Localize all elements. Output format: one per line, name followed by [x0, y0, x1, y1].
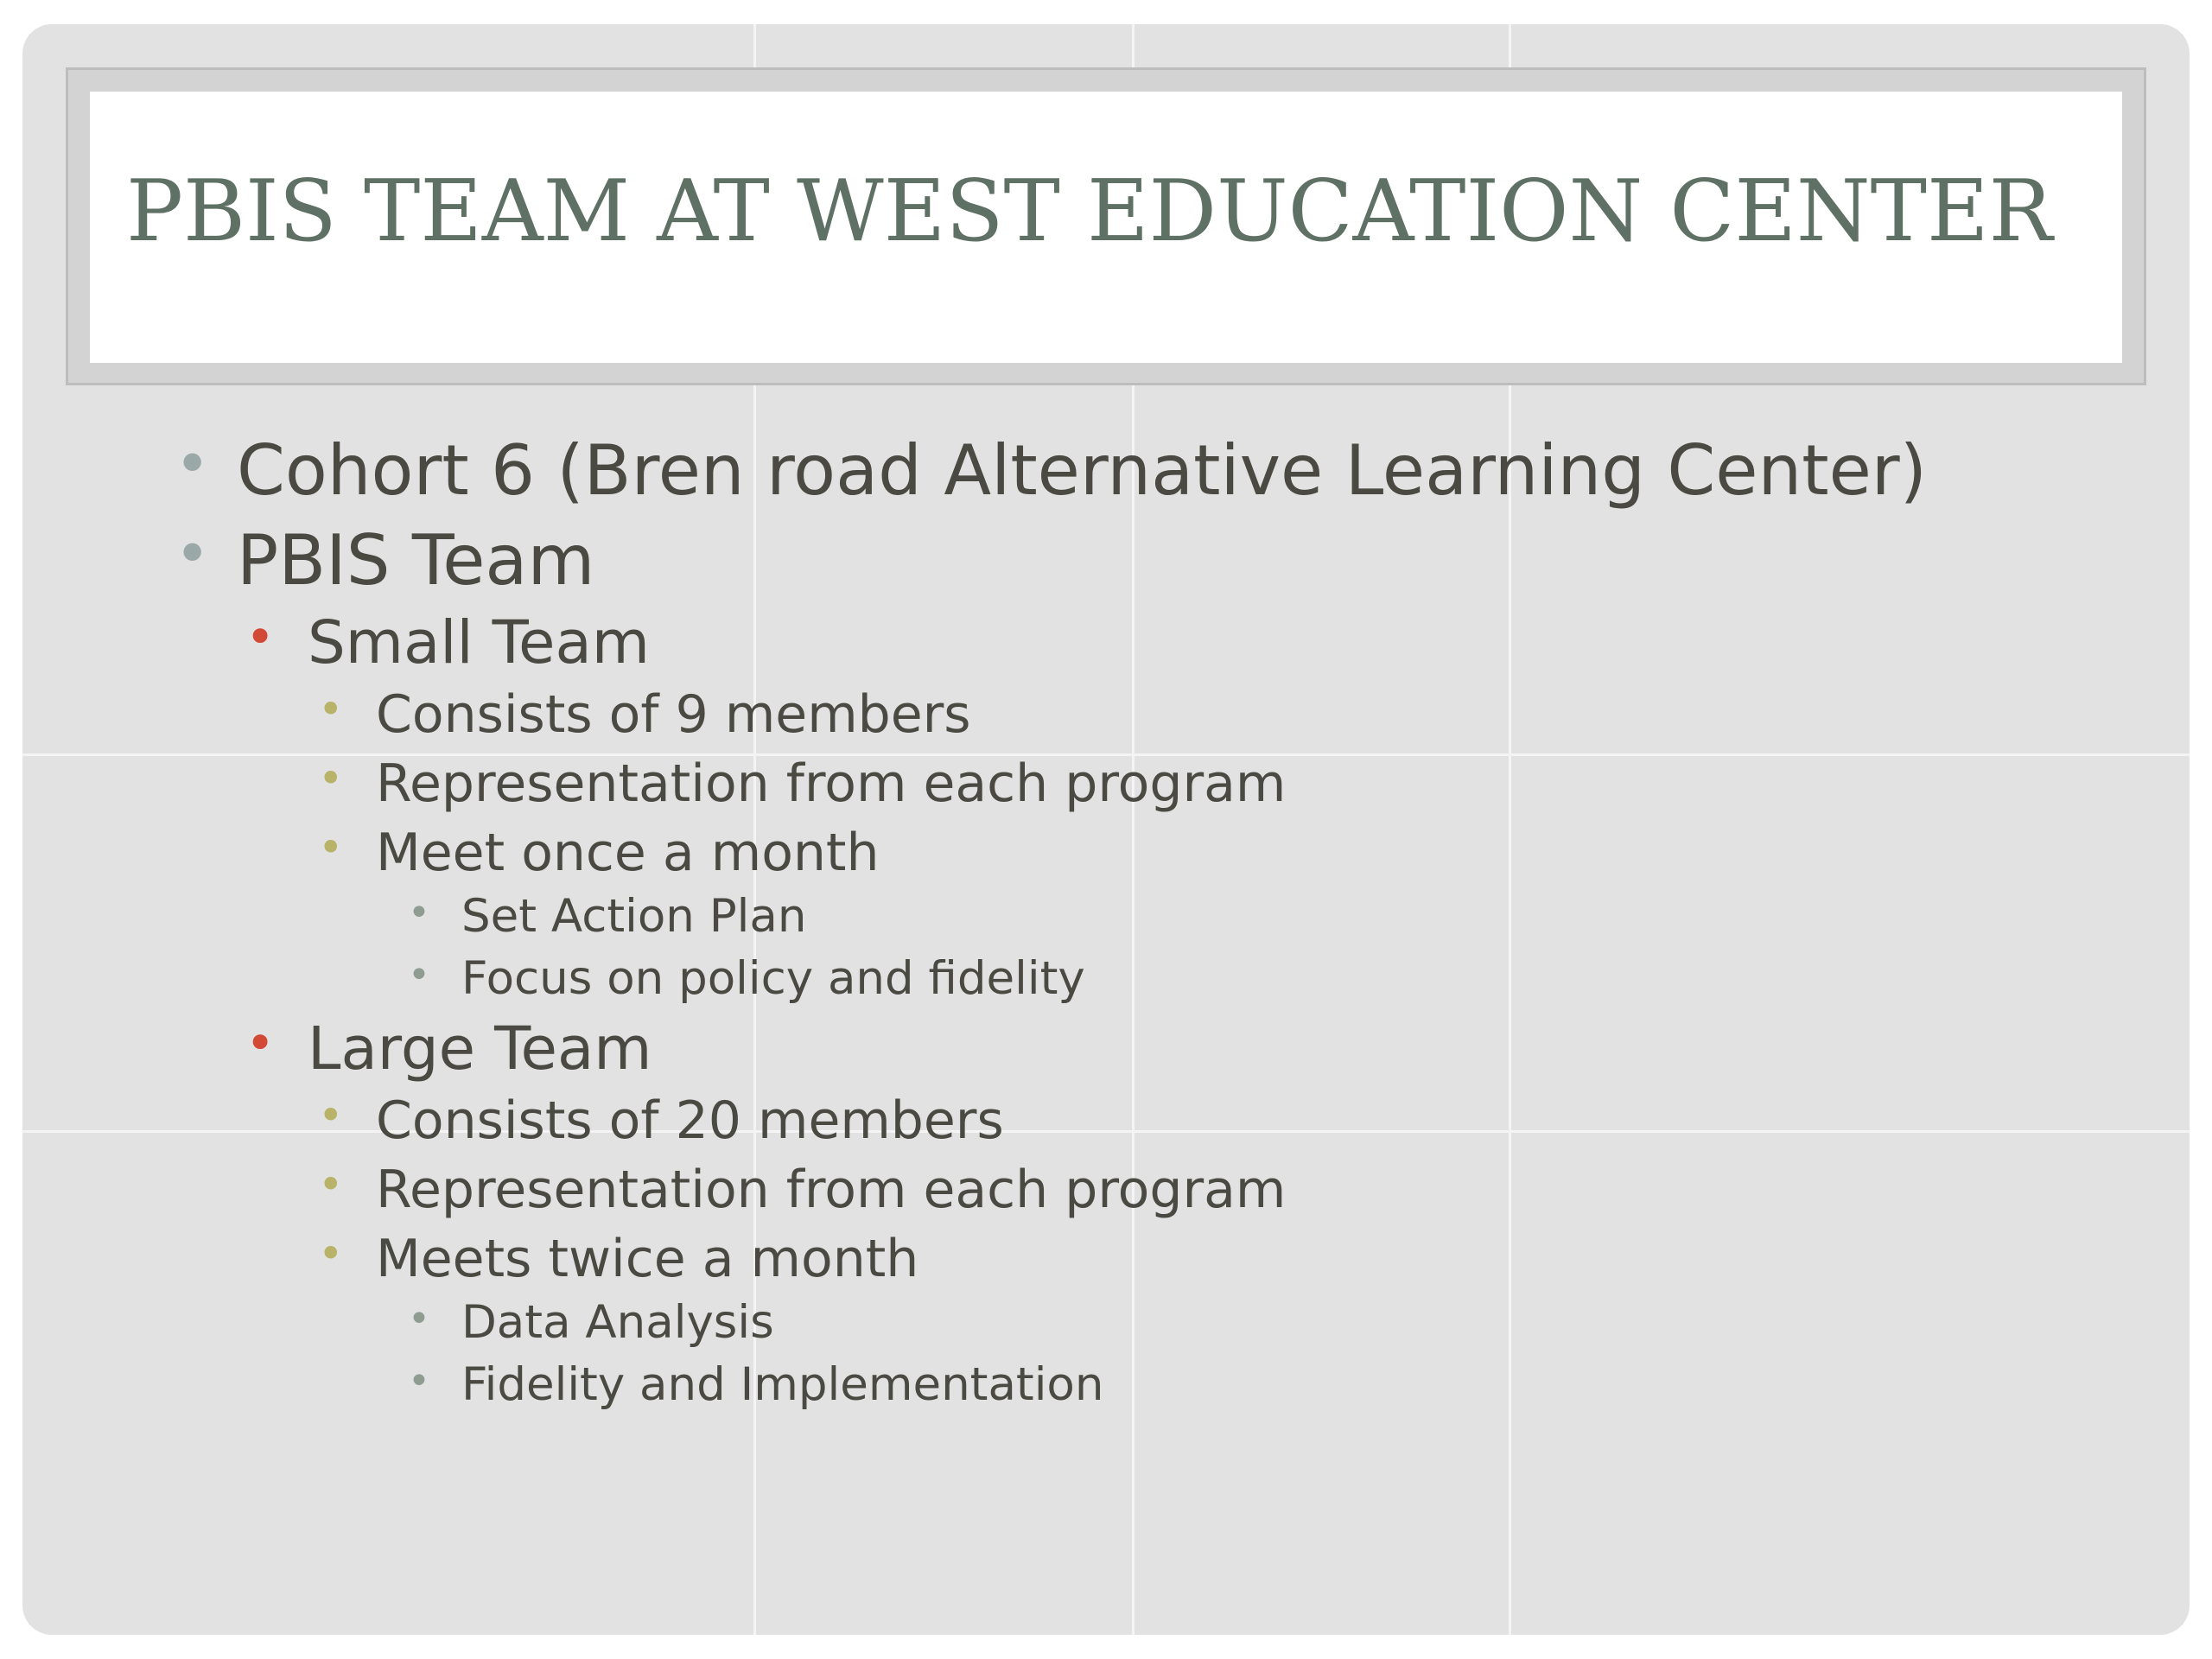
bullet-item — [223, 608, 650, 677]
bullet-dot-icon: • — [408, 1359, 430, 1403]
bullet-item — [296, 823, 879, 883]
bullet-text: Small Team — [308, 608, 650, 677]
slide-title: PBIS TEAM AT WEST EDUCATION CENTER — [126, 162, 2053, 261]
bullet-dot-icon: • — [318, 753, 344, 804]
bullet-dot-icon: • — [318, 1229, 344, 1279]
bullet-item — [296, 753, 1286, 814]
bullet-item — [385, 890, 806, 943]
bullet-dot-icon: • — [408, 1297, 430, 1341]
bullet-dot-icon: • — [175, 429, 211, 499]
bullet-dot-icon: • — [245, 1014, 276, 1072]
bullet-item — [152, 430, 1927, 511]
bullet-item — [385, 1296, 774, 1349]
bullet-item — [152, 520, 594, 601]
bullet-dot-icon: • — [408, 891, 430, 935]
bullet-dot-icon: • — [408, 953, 430, 997]
bullet-dot-icon: • — [318, 1090, 344, 1141]
bullet-text: Consists of 9 members — [376, 684, 971, 745]
bullet-text: Focus on policy and fidelity — [461, 952, 1085, 1005]
bullet-item — [296, 684, 971, 745]
bullet-dot-icon: • — [175, 518, 211, 589]
bullet-text: PBIS Team — [237, 520, 595, 601]
bullet-text: Cohort 6 (Bren road Alternative Learning Center) — [237, 430, 1927, 511]
bullet-text: Representation from each program — [376, 753, 1287, 814]
bullet-text: Fidelity and Implementation — [461, 1358, 1104, 1411]
bullet-text: Set Action Plan — [461, 890, 807, 943]
bullet-text: Data Analysis — [461, 1296, 774, 1349]
title-box — [90, 92, 2122, 363]
bullet-item — [296, 1229, 918, 1289]
bullet-text: Large Team — [308, 1014, 652, 1084]
bullet-text: Meets twice a month — [376, 1229, 919, 1289]
slide — [22, 24, 2190, 1635]
bullet-dot-icon: • — [318, 1160, 344, 1210]
bullet-item — [385, 1358, 1103, 1411]
bullet-dot-icon: • — [245, 607, 276, 666]
bullet-item — [296, 1160, 1286, 1220]
bullet-text: Consists of 20 members — [376, 1090, 1004, 1151]
title-frame — [66, 67, 2146, 385]
bullet-dot-icon: • — [318, 823, 344, 873]
bullet-item — [223, 1014, 652, 1084]
bullet-dot-icon: • — [318, 684, 344, 734]
bullet-text: Representation from each program — [376, 1160, 1287, 1220]
bullet-item — [296, 1090, 1004, 1151]
bullet-text: Meet once a month — [376, 823, 880, 883]
bullet-item — [385, 952, 1085, 1005]
